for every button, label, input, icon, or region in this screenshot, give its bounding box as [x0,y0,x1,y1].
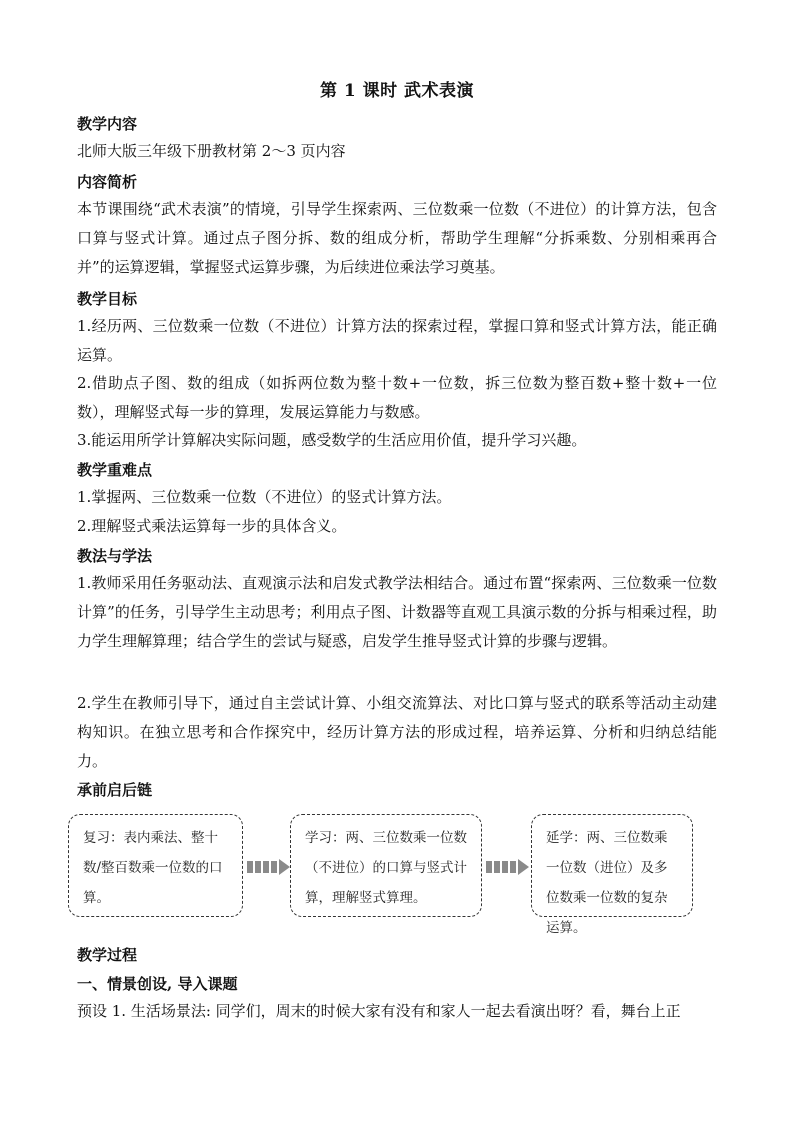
content-text: 北师大版三年级下册教材第 2～3 页内容 [77,142,346,160]
goal-item-2: 2.借助点子图、数的组成（如拆两位数为整十数+一位数，拆三位数为整百数+整十数+一位数），理解竖式每一步的算理，发展运算能力与数感。 [77,374,717,421]
method-item-2: 2.学生在教师引导下，通过自主尝试计算、小组交流算法、对比口算与竖式的联系等活动主动建构知识。在独立思考和合作探究中，经历计算方法的形成过程，培养运算、分析和归纳总结能力。 [77,694,717,770]
key-point-1: 1.掌握两、三位数乘一位数（不进位）的竖式计算方法。 [77,488,452,506]
heading-content: 教学内容 [77,115,138,133]
heading-chain: 承前启后链 [77,781,153,799]
arrow-icon [486,856,534,870]
heading-key-points: 教学重难点 [77,461,153,479]
analysis-text: 本节课围绕“武术表演”的情境，引导学生探索两、三位数乘一位数（不进位）的计算方法，包含口算与竖式计算。通过点子图分拆、数的组成分析，帮助学生理解“分拆乘数、分别相乘再合并”的运算逻辑，掌握竖式运算步骤，为后续进位乘法学习奠基。 [77,200,717,276]
key-point-2: 2.理解竖式乘法运算每一步的具体含义。 [77,517,347,535]
heading-process: 教学过程 [77,946,138,964]
arrow-icon [247,856,295,870]
preset-1-text: 预设 1. 生活场景法: 同学们，周末的时候大家有没有和家人一起去看演出呀？看，舞台上正 [77,1002,681,1020]
heading-analysis: 内容简析 [77,173,138,191]
lesson-title: 第 1 课时 武术表演 [319,81,475,101]
heading-methods: 教法与学法 [77,547,153,565]
section-title-1: 一、情景创设, 导入课题 [77,975,238,993]
chain-box-review: 复习：表内乘法、整十数/整百数乘一位数的口算。 [68,814,243,917]
goal-item-1: 1.经历两、三位数乘一位数（不进位）计算方法的探索过程，掌握口算和竖式计算方法，能正确运算。 [77,317,717,364]
chain-box-learn: 学习：两、三位数乘一位数（不进位）的口算与竖式计算，理解竖式算理。 [290,814,482,917]
chain-box-extend: 延学：两、三位数乘一位数（进位）及多位数乘一位数的复杂运算。 [531,814,693,917]
heading-goals: 教学目标 [77,290,138,308]
goal-item-3: 3.能运用所学计算解决实际问题，感受数学的生活应用价值，提升学习兴趣。 [77,431,587,449]
method-item-1: 1.教师采用任务驱动法、直观演示法和启发式教学法相结合。通过布置“探索两、三位数乘一位数计算”的任务，引导学生主动思考；利用点子图、计数器等直观工具演示数的分拆与相乘过程，助力学生理解算理；结合学生的尝试与疑惑，启发学生推导竖式计算的步骤与逻辑。 [77,574,717,650]
